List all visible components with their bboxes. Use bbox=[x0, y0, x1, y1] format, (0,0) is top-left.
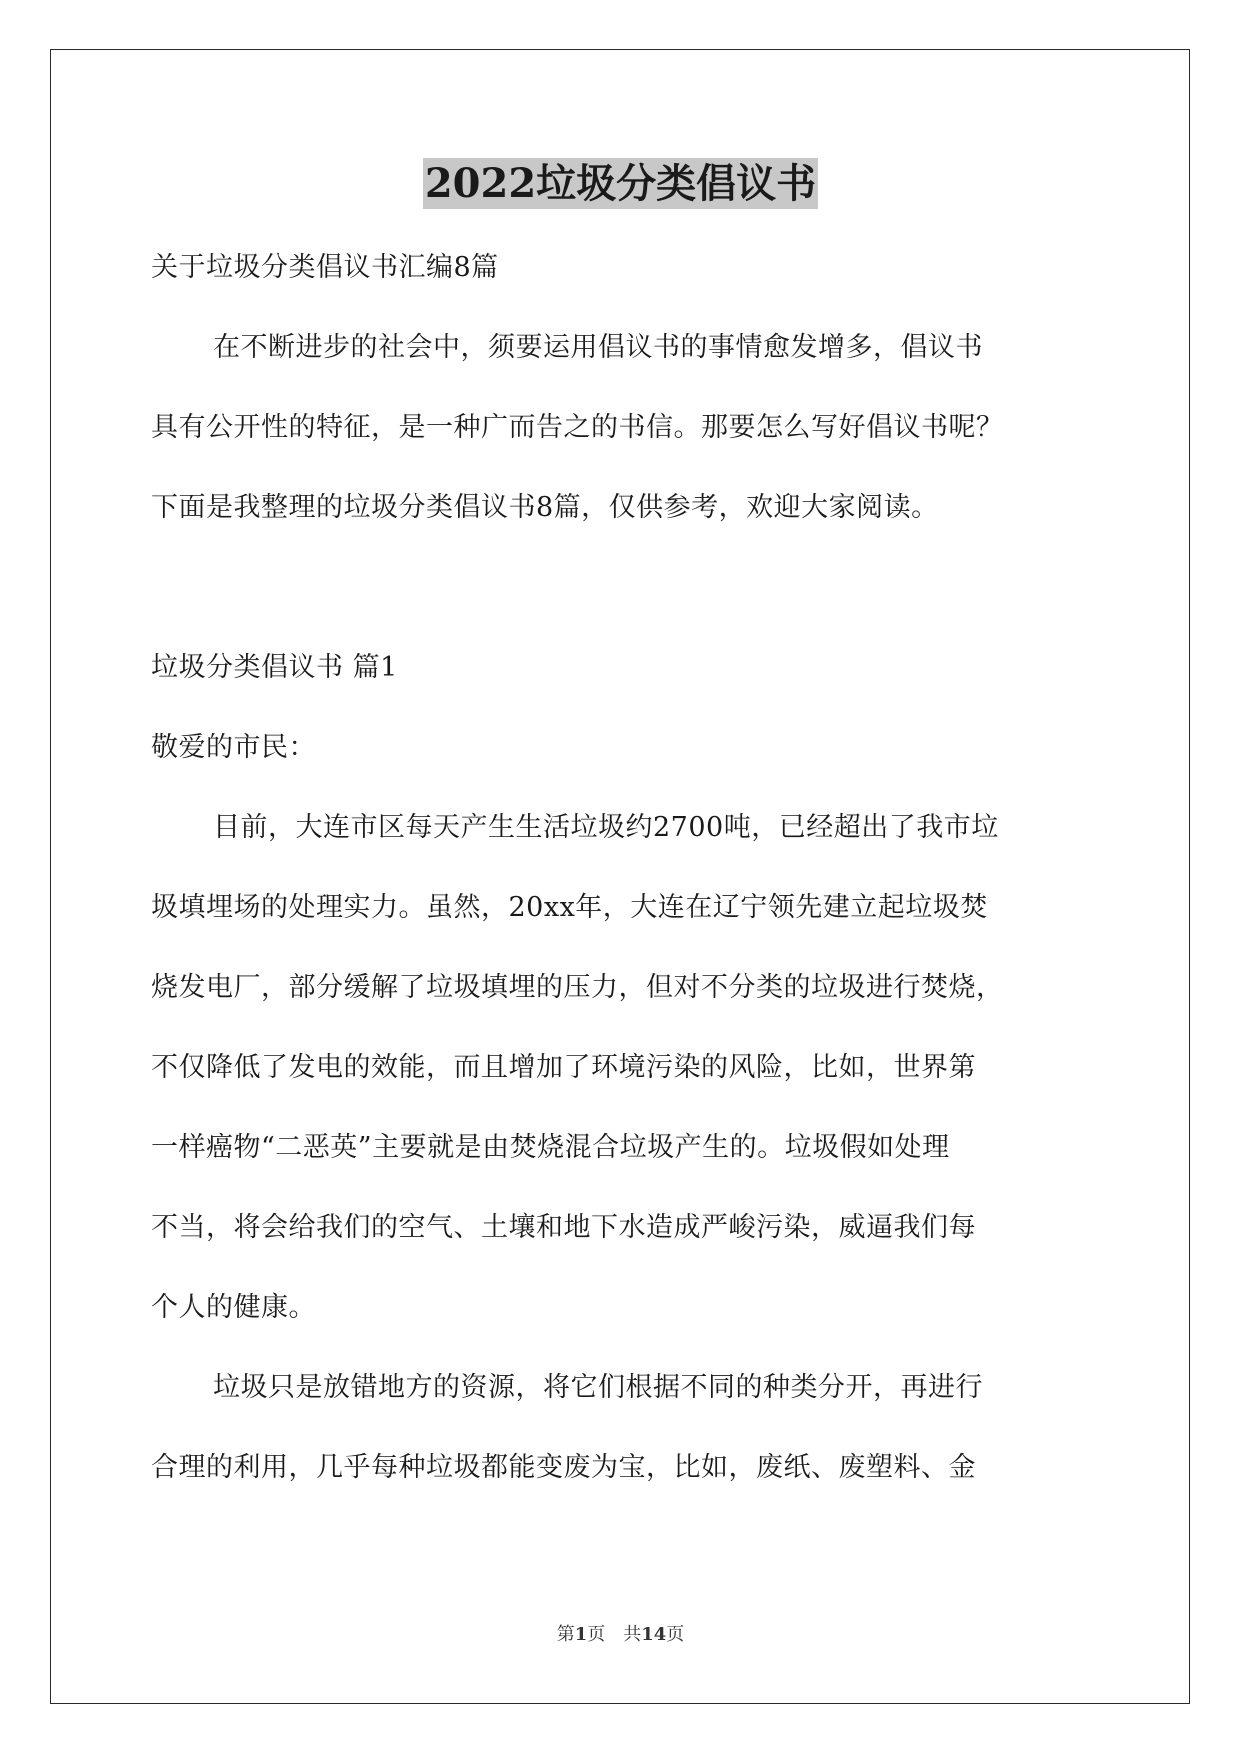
para1-line: 圾填埋场的处理实力。虽然，20xx年，大连在辽宁领先建立起垃圾焚 bbox=[151, 892, 988, 923]
page-footer bbox=[0, 1622, 1241, 1648]
section-heading: 垃圾分类倡议书 篇1 bbox=[151, 652, 398, 683]
intro-line: 下面是我整理的垃圾分类倡议书8篇，仅供参考，欢迎大家阅读。 bbox=[151, 492, 939, 523]
para1-line: 烧发电厂，部分缓解了垃圾填埋的压力，但对不分类的垃圾进行焚烧， bbox=[151, 972, 1004, 1003]
subtitle: 关于垃圾分类倡议书汇编8篇 bbox=[151, 252, 499, 283]
para1-line: 不仅降低了发电的效能，而且增加了环境污染的风险，比如，世界第 bbox=[151, 1052, 976, 1083]
total-prefix: 共 bbox=[623, 1624, 642, 1645]
salutation: 敬爱的市民： bbox=[151, 732, 316, 763]
page-suffix: 页 bbox=[587, 1624, 606, 1645]
intro-line: 在不断进步的社会中，须要运用倡议书的事情愈发增多，倡议书 bbox=[213, 332, 983, 363]
para2-line: 合理的利用，几乎每种垃圾都能变废为宝，比如，废纸、废塑料、金 bbox=[151, 1452, 976, 1483]
total-pages: 14 bbox=[641, 1624, 667, 1645]
document-title bbox=[0, 156, 1241, 212]
intro-line: 具有公开性的特征，是一种广而告之的书信。那要怎么写好倡议书呢？ bbox=[151, 412, 1004, 443]
blank-line bbox=[151, 548, 1091, 628]
page-prefix: 第 bbox=[556, 1624, 575, 1645]
para1-line: 个人的健康。 bbox=[151, 1292, 316, 1323]
total-suffix: 页 bbox=[666, 1624, 685, 1645]
title-highlight: 2022垃圾分类倡议书 bbox=[424, 160, 817, 207]
para1-line: 一样癌物“二恶英”主要就是由焚烧混合垃圾产生的。垃圾假如处理 bbox=[151, 1132, 950, 1163]
para1-line: 不当，将会给我们的空气、土壤和地下水造成严峻污染，威逼我们每 bbox=[151, 1212, 976, 1243]
para1-line: 目前，大连市区每天产生生活垃圾约2700吨，已经超出了我市垃 bbox=[213, 812, 999, 843]
page-number: 1 bbox=[574, 1624, 588, 1645]
document-body bbox=[151, 228, 1091, 1508]
para2-line: 垃圾只是放错地方的资源，将它们根据不同的种类分开，再进行 bbox=[213, 1372, 983, 1403]
